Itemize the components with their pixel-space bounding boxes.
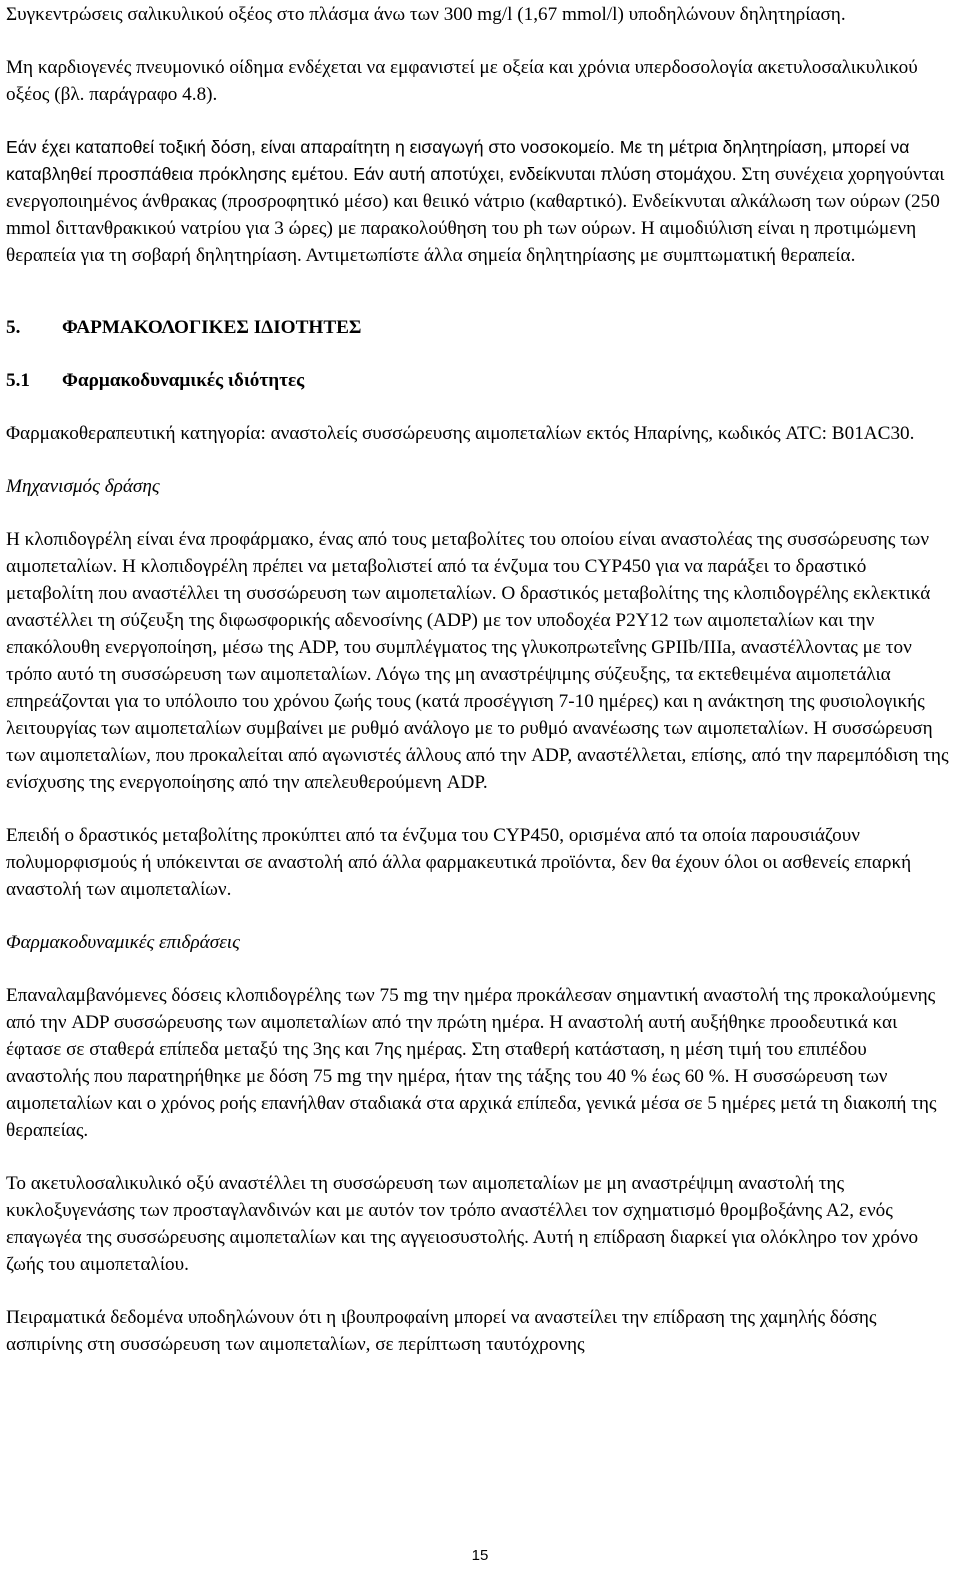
section-5-number: 5. (6, 317, 21, 338)
effects-paragraph-2: Το ακετυλοσαλικυλικό οξύ αναστέλλει τη συσσώρευση των αιμοπεταλίων με μη αναστρέψιμη αναστολή της κυκλοξυγενάσης των προσταγλανδινών και με αυτόν τον τρόπο αναστέλλει τον σχηματισμό θρομβοξάνης Α2, ενός επαγωγέα της συσσώρευσης αιμοπεταλίων και της αγγειοσυστολής. Αυτή η επίδραση διαρκεί για ολόκληρο τον χρόνο ζωής του αιμοπεταλίου. (6, 1173, 919, 1275)
mechanism-heading: Μηχανισμός δράσης (6, 476, 160, 497)
effects-paragraph-3: Πειραματικά δεδομένα υποδηλώνουν ότι η ιβουπροφαίνη μπορεί να αναστείλει την επίδραση της χαμηλής δόσης ασπιρίνης στη συσσώρευση των αιμοπεταλίων, σε περίπτωση ταυτόχρονης (6, 1307, 877, 1355)
section-5-title: ΦΑΡΜΑΚΟΛΟΓΙΚΕΣ ΙΔΙΟΤΗΤΕΣ (62, 317, 362, 338)
section-5-1-heading (6, 367, 950, 394)
section-5-1-number: 5.1 (6, 370, 30, 391)
overdose-plasma-paragraph: Συγκεντρώσεις σαλικυλικού οξέος στο πλάσμα άνω των 300 mg/l (1,67 mmol/l) υποδηλώνουν δηλητηρίαση. (6, 4, 846, 25)
mechanism-paragraph-1: Η κλοπιδογρέλη είναι ένα προφάρμακο, ένας από τους μεταβολίτες του οποίου είναι αναστολέας της συσσώρευσης των αιμοπεταλίων. Η κλοπιδογρέλη πρέπει να μεταβολιστεί από τα ένζυμα του CYP450 για να παράξει το δραστικό μεταβολίτη που αναστέλλει τη συσσώρευση των αιμοπεταλίων. Ο δραστικός μεταβολίτης της κλοπιδογρέλης εκλεκτικά αναστέλλει τη σύζευξη της διφωσφορικής αδενοσίνης (ADP) με τον υποδοχέα P2Y12 των αιμοπεταλίων και την επακόλουθη ενεργοποίηση, μέσω της ADP, του συμπλέγματος της γλυκοπρωτεΐνης GPIIb/IIIa, αναστέλλοντας με τον τρόπο αυτό τη συσσώρευση των αιμοπεταλίων. Λόγω της μη αναστρέψιμης σύζευξης, τα εκτεθειμένα αιμοπετάλια επηρεάζονται για το υπόλοιπο του χρόνου ζωής τους (κατά προσέγγιση 7-10 ημέρες) και η ανάκτηση της φυσιολογικής λειτουργίας των αιμοπεταλίων συμβαίνει με ρυθμό ανάλογο με το ρυθμό ανανέωσης των αιμοπεταλίων. Η συσσώρευση των αιμοπεταλίων, που προκαλείται από αγωνιστές άλλους από την ADP, αναστέλλεται, επίσης, από την παρεμπόδιση της ενίσχυσης της ενεργοποίησης από την απελευθερούμενη ADP. (6, 529, 949, 793)
section-5-heading (6, 314, 950, 341)
overdose-treatment-paragraph (6, 134, 950, 269)
pulmonary-edema-paragraph: Μη καρδιογενές πνευμονικό οίδημα ενδέχεται να εμφανιστεί με οξεία και χρόνια υπερδοσολογία ακετυλοσαλικυλικού οξέος (βλ. παράγραφο 4.8). (6, 57, 918, 105)
treatment-text-serif: Στη συνέχεια χορηγούνται ενεργοποιημένος άνθρακας (προσροφητικό μέσο) και θειικό νάτριο (καθαρτικό). Ενδείκνυται αλκάλωση των ούρων (250 mmol διττανθρακικού νατρίου για 3 ώρες) με παρακολούθηση του ph των ούρων. Η αιμοδιύλιση είναι η προτιμώμενη θεραπεία για τη σοβαρή δηλητηρίαση. Αντιμετωπίστε άλλα σημεία δηλητηρίασης με συμπτωματική θεραπεία. (6, 164, 945, 266)
treatment-text-sans: Εάν έχει καταποθεί τοξική δόση, είναι απαραίτητη η εισαγωγή στο νοσοκομείο. Με τη μέτρια δηλητηρίαση, μπορεί να καταβληθεί προσπάθεια πρόκλησης εμέτου. Εάν αυτή αποτύχει, ενδείκνυται πλύση στομάχου. (6, 137, 910, 184)
page-number: 15 (471, 1547, 489, 1564)
mechanism-paragraph-2: Επειδή ο δραστικός μεταβολίτης προκύπτει από τα ένζυμα του CYP450, ορισμένα από τα οποία παρουσιάζουν πολυμορφισμούς ή υπόκεινται σε αναστολή από άλλα φαρμακευτικά προϊόντα, δεν θα έχουν όλοι οι ασθενείς επαρκή αναστολή των αιμοπεταλίων. (6, 825, 912, 900)
section-5-1-title: Φαρμακοδυναμικές ιδιότητες (62, 370, 305, 391)
document-page (6, 0, 950, 1358)
effects-heading: Φαρμακοδυναμικές επιδράσεις (6, 932, 240, 953)
effects-paragraph-1: Επαναλαμβανόμενες δόσεις κλοπιδογρέλης των 75 mg την ημέρα προκάλεσαν σημαντική αναστολή της προκαλούμενης από την ADP συσσώρευσης των αιμοπεταλίων από την πρώτη ημέρα. Η αναστολή αυτή αυξήθηκε προοδευτικά και έφτασε σε σταθερά επίπεδα μεταξύ της 3ης και 7ης ημέρας. Στη σταθερή κατάσταση, η μέση τιμή του επιπέδου αναστολής που παρατηρήθηκε με δόση 75 mg την ημέρα, ήταν της τάξης του 40 % έως 60 %. Η συσσώρευση των αιμοπεταλίων και ο χρόνος ροής επανήλθαν σταδιακά στα αρχικά επίπεδα, γενικά μέσα σε 5 ημέρες μετά τη διακοπή της θεραπείας. (6, 985, 937, 1141)
pharmacotherapeutic-group: Φαρμακοθεραπευτική κατηγορία: αναστολείς συσσώρευσης αιμοπεταλίων εκτός Ηπαρίνης, κωδικός ATC: B01AC30. (6, 423, 915, 444)
